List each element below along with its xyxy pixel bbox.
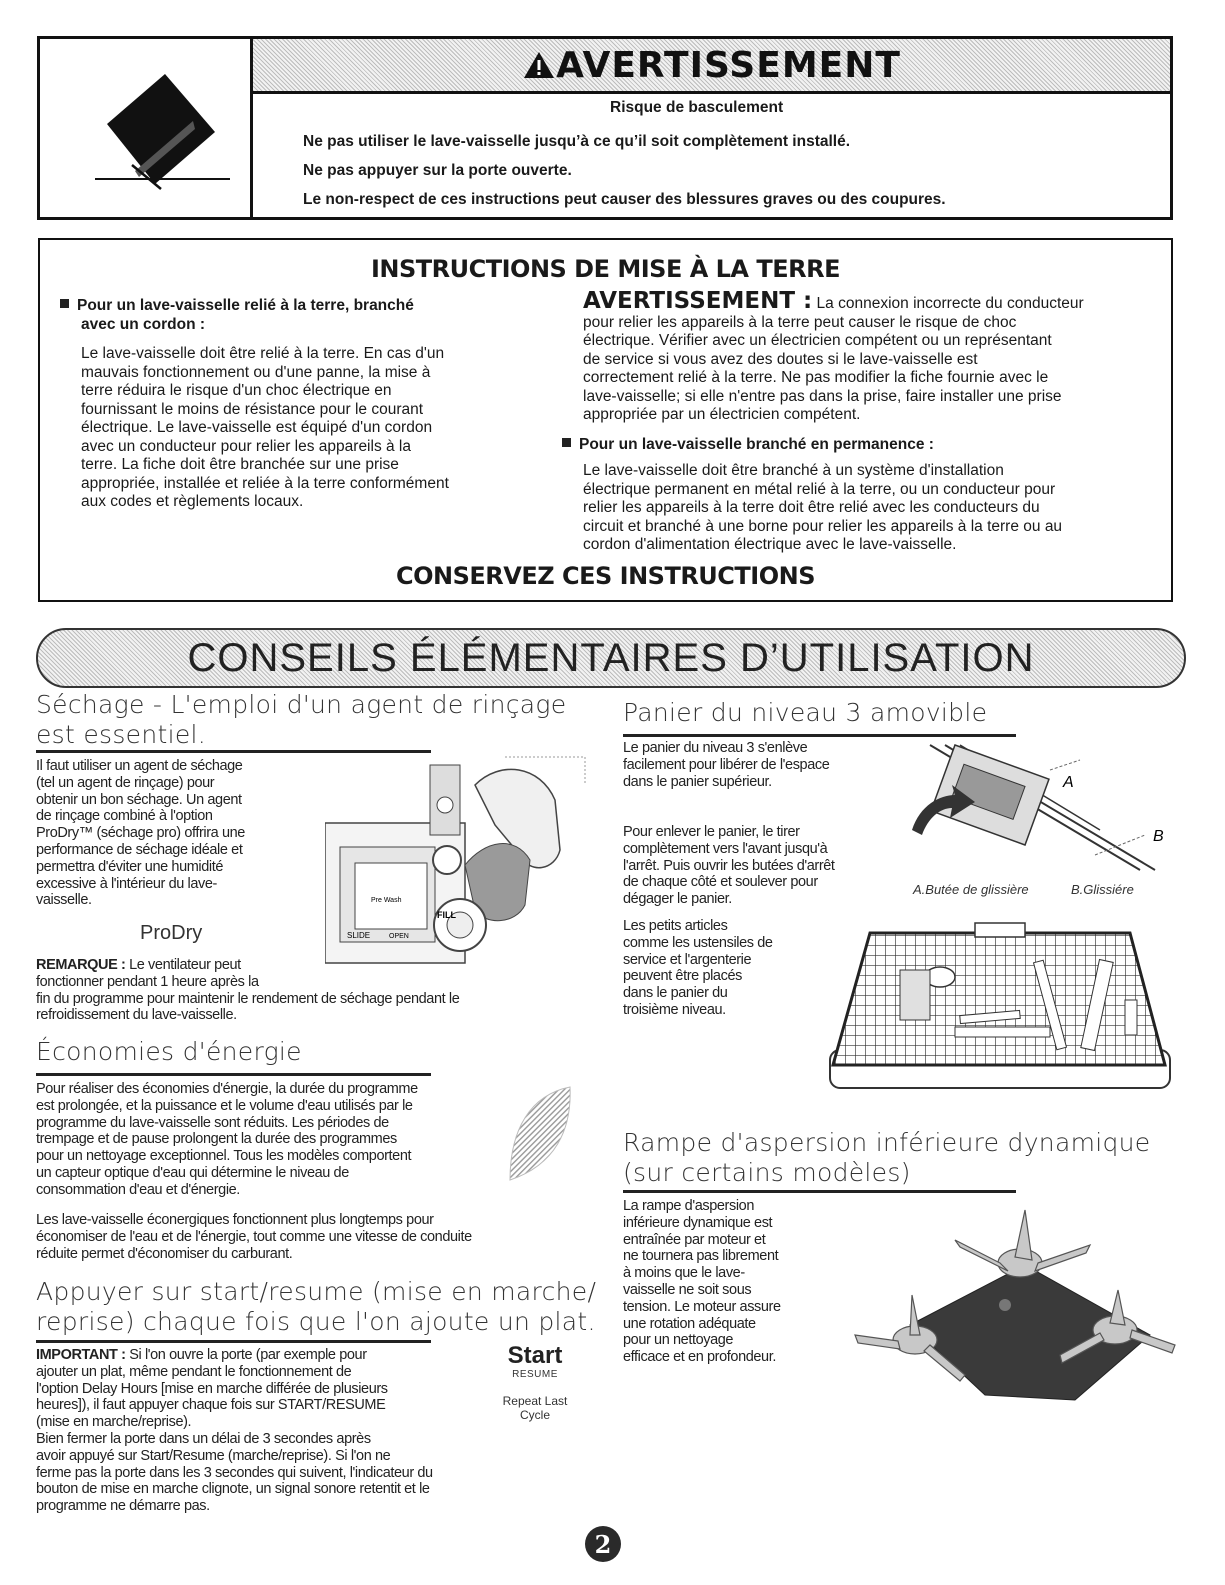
- energy-title: Économies d'énergie: [36, 1037, 302, 1066]
- bullet-square-icon: [60, 299, 69, 308]
- basket-rule: [623, 734, 1016, 737]
- warning-subtitle: Risque de basculement: [610, 99, 784, 116]
- spray-title: Rampe d'aspersion inférieure dynamique (sur certains modèles): [623, 1128, 1151, 1187]
- rail-stop-illustration: [900, 740, 1170, 880]
- caption-b: B.Glissiére: [1071, 882, 1134, 897]
- start-body-1: IMPORTANT : Si l'on ouvre la porte (par exemple pour ajouter un plat, même pendant le fonctionnement de l'option Delay Hours [mise en marche différée de plusieurs heures]), il faut appuyer chaque fois sur START/RESUME (mise en marche/reprise).: [36, 1347, 388, 1431]
- drying-title: Séchage - L'emploi d'un agent de rinçage est essentiel.: [36, 690, 567, 749]
- drying-note: REMARQUE : Le ventilateur peut fonctionner pendant 1 heure après la fin du programme pour maintenir le rendement de séchage pendant le refroidissement du lave-vaisselle.: [36, 957, 460, 1024]
- energy-rule: [36, 1073, 431, 1076]
- grounding-right-body: Le lave-vaisselle doit être branché à un système d'installation électrique permanent en métal relié à la terre, ou un conducteur pour relier les appareils à la terre doit être relié avec les conducteurs du circuit et branché à une borne pour relier les appareils à la terre ou au cordon d'alimentation électrique avec le lave-vaisselle.: [583, 462, 1063, 553]
- leaf-icon: [500, 1085, 575, 1185]
- warning-icon-cell: [40, 39, 253, 217]
- start-rule: [36, 1340, 431, 1343]
- grounding-footer: CONSERVEZ CES INSTRUCTIONS: [396, 562, 815, 590]
- grounding-box: [38, 238, 1173, 602]
- energy-body-1: Pour réaliser des économies d'énergie, la durée du programme est prolongée, et la puissance et le volume d'eau utilisés par le programme du lave-vaisselle sont réduits. Les périodes de trempage et de pause prolongent la durée des programmes pour un nettoyage exceptionnel. Tous les modèles comportent un capteur optique d'eau qui détermine le niveau de consommation d'eau et d'énergie.: [36, 1081, 418, 1198]
- grounding-left-body: Le lave-vaisselle doit être relié à la terre. En cas d'un mauvais fonctionnement ou d'une panne, la mise à terre réduira le risque d'un choc électrique en fournissant le moins de résistance pour le courant électrique. Le lave-vaisselle est équipé d'un cordon avec un conducteur pour relier les appareils à la terre. La fiche doit être branchée sur une prise appropriée, installée et reliée à la terre conformément aux codes et règlements locaux.: [81, 345, 449, 510]
- open-label: OPEN: [389, 933, 409, 940]
- start-resume-button-label: Start RESUME Repeat Last Cycle: [502, 1342, 568, 1422]
- start-title: Appuyer sur start/resume (mise en marche/ reprise) chaque fois que l'on ajoute un plat.: [36, 1277, 597, 1336]
- banner-title: CONSEILS ÉLÉMENTAIRES D’UTILISATION: [187, 635, 1035, 680]
- callout-a: A: [1063, 774, 1074, 791]
- basket-body-1: Le panier du niveau 3 s'enlève facilement pour libérer de l'espace dans le panier supérieur.: [623, 740, 830, 790]
- prewash-label: Pre Wash: [371, 897, 402, 904]
- grounding-left-heading: Pour un lave-vaisselle relié à la terre, branché avec un cordon :: [60, 297, 560, 334]
- basket-body-3: Les petits articles comme les ustensiles de service et l'argenterie peuvent être placés dans le panier du troisième niveau.: [623, 918, 773, 1018]
- warning-title: AVERTISSEMENT: [522, 45, 901, 86]
- warning-line: Ne pas appuyer sur la porte ouverte.: [303, 162, 572, 179]
- grounding-title: INSTRUCTIONS DE MISE À LA TERRE: [371, 255, 840, 283]
- section-banner: [36, 628, 1186, 688]
- warning-box: [37, 36, 1173, 220]
- third-rack-illustration: [825, 915, 1175, 1100]
- fill-label: FILL: [437, 910, 456, 920]
- spray-arm-illustration: [850, 1205, 1180, 1415]
- start-body-2: Bien fermer la porte dans un délai de 3 secondes après avoir appuyé sur Start/Resume (marche/reprise). Si l'on ne ferme pas la porte dans les 3 secondes qui suivent, l'indicateur du bouton de mise en marche clignote, un signal sonore retentit et le programme ne démarre pas.: [36, 1431, 433, 1515]
- spray-rule: [623, 1190, 1016, 1193]
- warning-header: [253, 39, 1170, 94]
- warning-line: Le non-respect de ces instructions peut causer des blessures graves ou des coupures.: [303, 191, 946, 208]
- basket-body-2: Pour enlever le panier, le tirer complètement vers l'avant jusqu'à l'arrêt. Puis ouvrir les butées d'arrêt de chaque côté et soulever pour dégager le panier.: [623, 824, 835, 908]
- drying-rule: [36, 750, 431, 753]
- energy-body-2: Les lave-vaisselle éconergiques fonctionnent plus longtemps pour économiser de l'eau et de l'énergie, tout comme une vitesse de conduite réduite permet d'économiser du carburant.: [36, 1212, 472, 1262]
- grounding-right-heading: Pour un lave-vaisselle branché en permanence :: [562, 436, 1162, 455]
- basket-title: Panier du niveau 3 amovible: [623, 698, 988, 727]
- grounding-right-warning: AVERTISSEMENT : La connexion incorrecte du conducteur pour relier les appareils à la terre peut causer le risque de choc électrique. Vérifier avec un électricien compétent ou un représentant de service si vous avez des doutes si le lave-vaisselle est correctement relié à la terre. Ne pas modifier la fiche fournie avec le lave-vaisselle; si elle n'entre pas dans la prise, faire installer une prise appropriée par un électricien compétent.: [583, 288, 1084, 423]
- bullet-square-icon: [562, 438, 571, 447]
- page-number: 2: [585, 1526, 621, 1562]
- slide-label: SLIDE: [347, 931, 371, 940]
- callout-b: B: [1153, 828, 1164, 845]
- rinse-aid-dispenser-illustration: [325, 755, 590, 970]
- tip-over-icon: [40, 39, 250, 217]
- warning-triangle-icon: [522, 50, 556, 80]
- drying-body: Il faut utiliser un agent de séchage (tel un agent de rinçage) pour obtenir un bon séchage. Un agent de rinçage combiné à l'option ProDry™ (séchage pro) offrira une performance de séchage idéale et permettra d'éviter une humidité excessive à l'intérieur du lave- vaisselle.: [36, 758, 245, 909]
- prodry-caption: ProDry: [140, 922, 203, 944]
- caption-a: A.Butée de glissière: [913, 882, 1029, 897]
- warning-line: Ne pas utiliser le lave-vaisselle jusqu’à ce qu’il soit complètement installé.: [303, 133, 851, 150]
- spray-body: La rampe d'aspersion inférieure dynamique est entraînée par moteur et ne tournera pas librement à moins que le lave- vaisselle ne soit sous tension. Le moteur assure une rotation adéquate pour un nettoyage efficace et en profondeur.: [623, 1198, 781, 1366]
